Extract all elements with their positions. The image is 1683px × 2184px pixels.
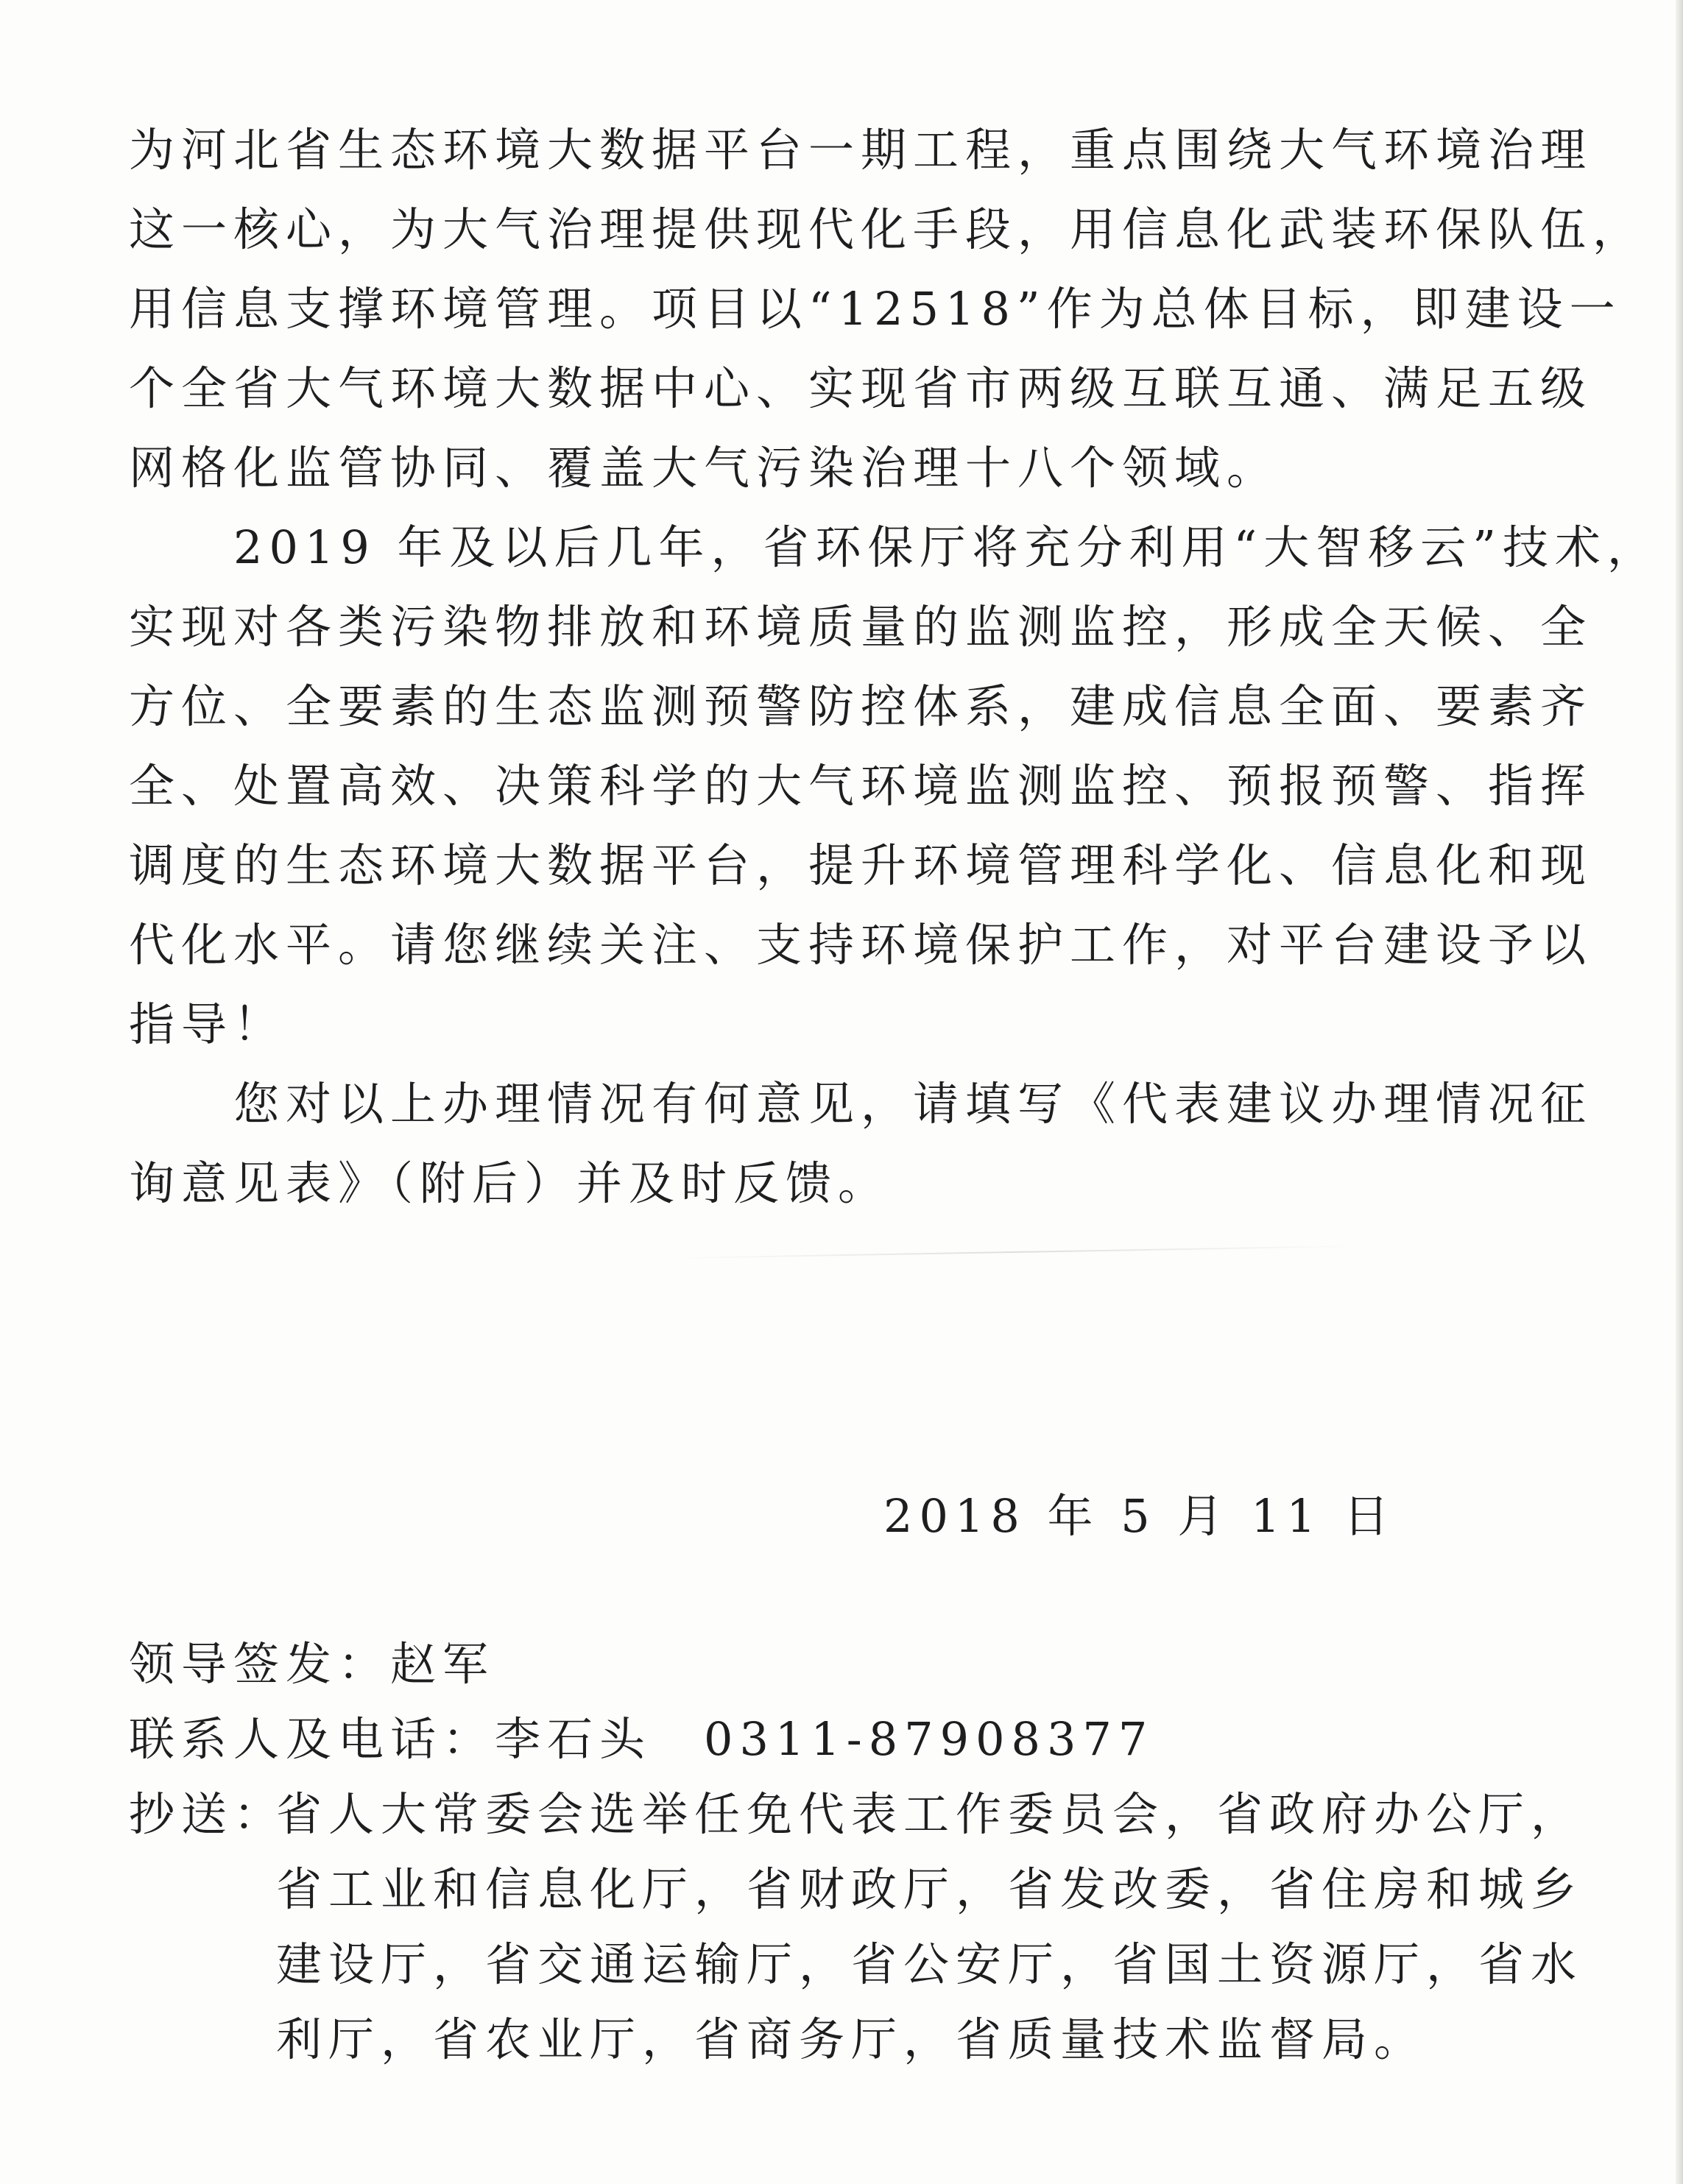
body-line: 2019 年及以后几年，省环保厅将充分利用“大智移云”技术， — [129, 520, 1659, 574]
body-line: 您对以上办理情况有何意见，请填写《代表建议办理情况征 — [129, 1077, 1593, 1131]
body-line: 为河北省生态环境大数据平台一期工程，重点围绕大气环境治理 — [129, 123, 1593, 177]
cc-line: 省工业和信息化厅，省财政厅，省发改委，省住房和城乡 — [276, 1862, 1584, 1916]
page-edge-shadow — [1676, 0, 1683, 2184]
cc-line: 省人大常委会选举任免代表工作委员会，省政府办公厅， — [276, 1787, 1584, 1841]
body-line: 个全省大气环境大数据中心、实现省市两级互联互通、满足五级 — [129, 361, 1593, 415]
faint-scan-line — [677, 1245, 1355, 1259]
cc-line: 利厅，省农业厅，省商务厅，省质量技术监督局。 — [276, 2012, 1427, 2066]
cc-block — [129, 1777, 1584, 2066]
body-line: 调度的生态环境大数据平台，提升环境管理科学化、信息化和现 — [129, 838, 1593, 892]
letter-body — [129, 110, 1659, 1223]
contact-line: 联系人及电话：李石头 0311-87908377 — [129, 1712, 1154, 1766]
letter-footer — [129, 1627, 1584, 2066]
body-line: 代化水平。请您继续关注、支持环境保护工作，对平台建设予以 — [129, 918, 1593, 972]
cc-line: 建设厅，省交通运输厅，省公安厅，省国土资源厅，省水 — [276, 1937, 1584, 1991]
body-line: 全、处置高效、决策科学的大气环境监测监控、预报预警、指挥 — [129, 759, 1593, 813]
letter-date: 2018 年 5 月 11 日 — [883, 1489, 1396, 1543]
body-line: 实现对各类污染物排放和环境质量的监测监控，形成全天候、全 — [129, 600, 1593, 654]
cc-label: 抄送： — [129, 1787, 286, 1841]
signer-line: 领导签发：赵军 — [129, 1637, 495, 1691]
body-line: 这一核心，为大气治理提供现代化手段，用信息化武装环保队伍， — [129, 202, 1645, 256]
body-line: 方位、全要素的生态监测预警防控体系，建成信息全面、要素齐 — [129, 679, 1593, 733]
body-line: 指导！ — [129, 997, 286, 1051]
cc-recipients — [276, 1777, 1584, 2077]
body-line: 用信息支撑环境管理。项目以“12518”作为总体目标，即建设一 — [129, 282, 1622, 336]
body-line: 询意见表》（附后）并及时反馈。 — [129, 1156, 891, 1210]
body-line: 网格化监管协同、覆盖大气污染治理十八个领域。 — [129, 441, 1280, 495]
